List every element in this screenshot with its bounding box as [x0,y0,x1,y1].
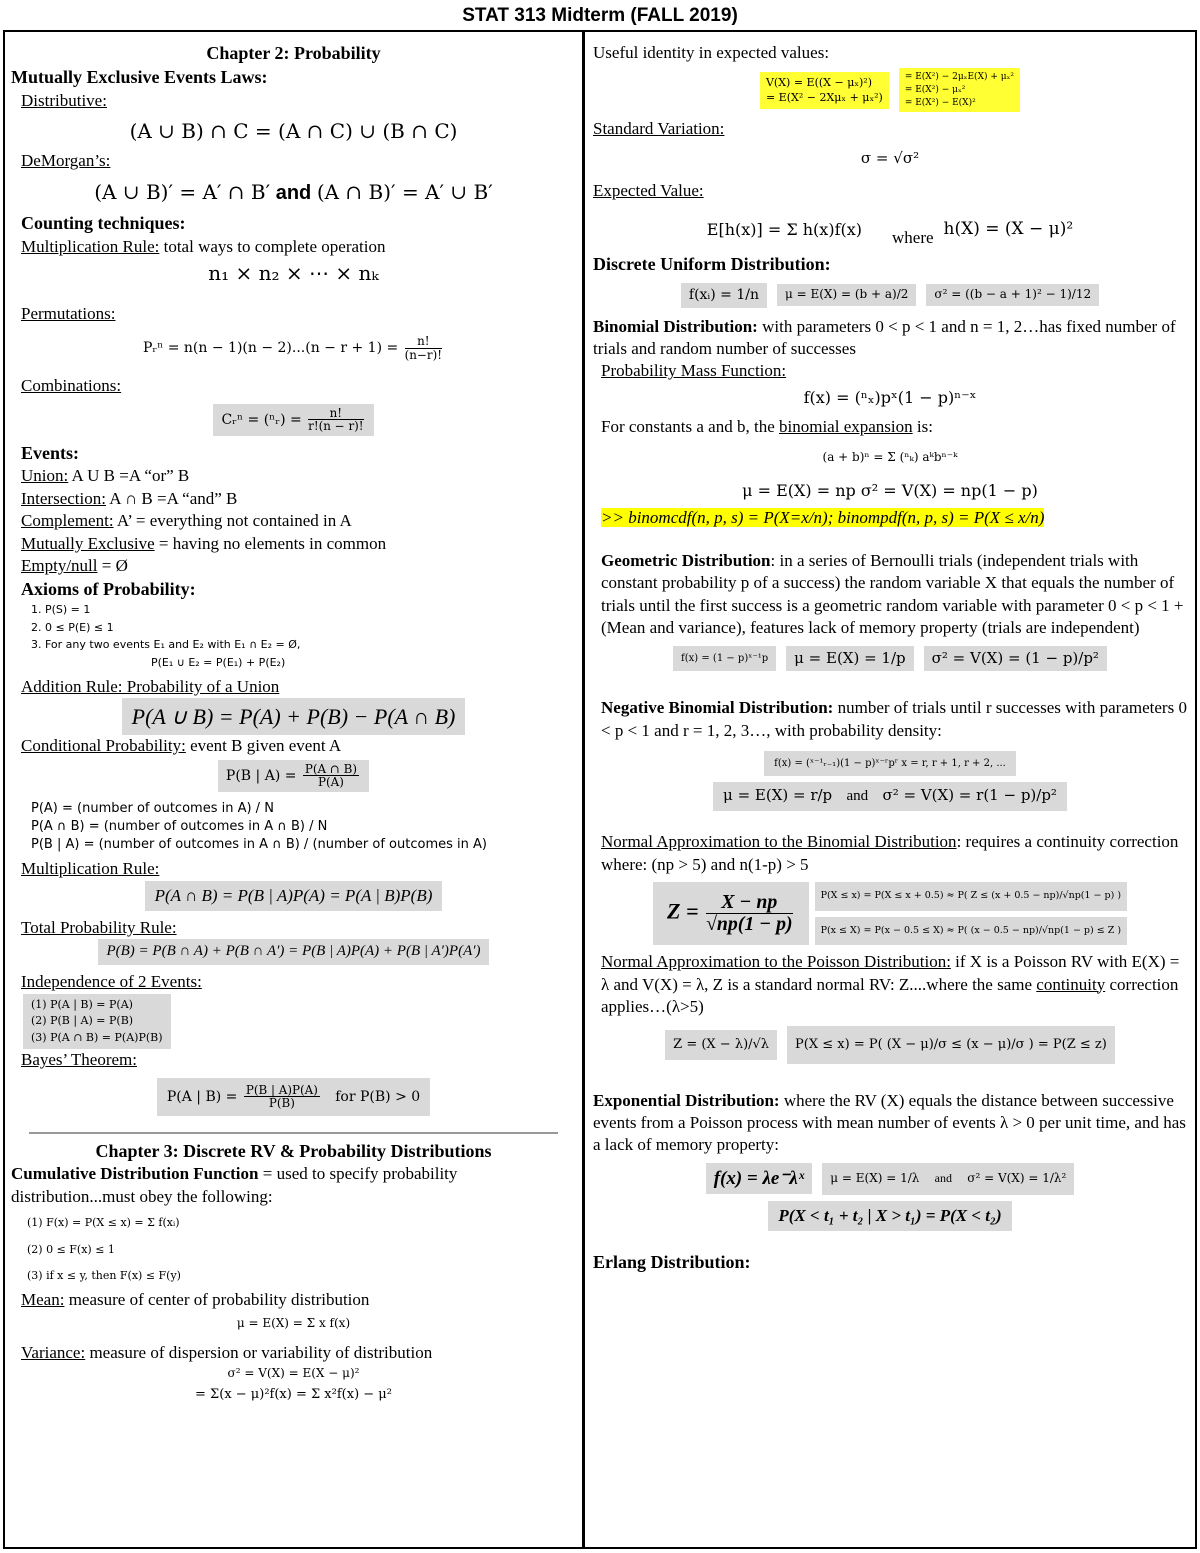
normal-binom-formulas [593,882,1187,945]
axiom-3b: P(E₁ ∪ E₂ = P(E₁) + P(E₂) [151,656,286,670]
negbin-label: Negative Binomial Distribution: [601,698,834,718]
demorgan-eq1: (A ∪ B)′ = A′ ∩ B′ [94,179,271,204]
z-eq: Z = [667,898,699,924]
expected-where: where [892,227,934,247]
du-var-box: σ² = ((b − a + 1)² − 1)/12 [926,284,1099,306]
erlang-heading: Erlang Distribution: [593,1252,751,1273]
union-label: Union: [21,466,69,486]
comb-den: r!(n − r)! [308,419,364,434]
exp-var: σ² = V(X) = 1/λ² [967,1170,1067,1185]
normal-poisson-label: Normal Approximation to the Poisson Distribution: [601,952,951,972]
union-line [11,465,576,487]
normal-poisson-text1: if X is a Poisson RV with E(X) = λ and V(X) = λ, Z is a standard normal RV: Z....where the same [601,952,1180,994]
zp-box: Z = (X − λ)/√λ [665,1030,777,1059]
conditional-line [11,735,576,757]
cdf-1: (1) F(x) = P(X ≤ x) = Σ f(xᵢ) [27,1216,180,1230]
z-num: X − np [706,892,793,914]
mean-line [11,1289,576,1311]
chapter-divider [29,1132,558,1134]
cdf-text: = used to specify probability distribution...must obey the following: [11,1164,458,1206]
geo-mu-box: μ = E(X) = 1/p [786,646,914,672]
bayes-label: Bayes’ Theorem: [21,1050,137,1070]
variance-label: Variance: [21,1342,86,1362]
poisson-boxes [593,1026,1187,1063]
exp-memory-box: P(X < t₁ + t₂ | X > t₁) = P(X < t₂) [768,1201,1011,1231]
normal-poisson-paragraph [593,951,1187,1018]
ind-2: (2) P(B | A) = P(B) [31,1014,134,1028]
independence-wrap [11,994,576,1050]
bayes-cond: for P(B) > 0 [335,1088,421,1105]
axiom-2: 2. 0 ≤ P(E) ≤ 1 [31,620,114,634]
mult-rule2-label: Multiplication Rule: [21,859,160,879]
combinations-box [213,404,373,436]
id-left-1: V(X) = E((X − μₓ)²) [765,75,872,89]
du-mu-box: μ = E(X) = (b + a)/2 [777,284,916,306]
negbin-text: number of trials until r successes with parameters 0 < p < 1 and r = 1, 2, 3…, with probability density: [601,698,1187,740]
id-right-1: = E(X²) − 2μₓE(X) + μₓ² [904,72,1015,83]
mean-text: measure of center of probability distribution [64,1290,370,1310]
z-den: √np(1 − p) [705,913,793,936]
mult-equation-wrap [11,881,576,911]
binom-exp-text2: is: [912,416,933,436]
pmf-equation: f(x) = (ⁿₓ)pˣ(1 − p)ⁿ⁻ˣ [803,387,977,407]
pmf-label: Probability Mass Function: [601,361,787,381]
conditional-text: event B given event A [185,736,342,756]
intersection-line [11,488,576,510]
variance-equation-1: σ² = V(X) = E(X − μ)² [227,1366,360,1381]
distributive-label: Distributive: [21,90,107,110]
cond-num: P(A ∩ B) [304,761,358,776]
binom-exp-text1: For constants a and b, the [601,416,779,436]
mutually-exclusive-line [11,533,576,555]
pa-line-1: P(A) = (number of outcomes in A) / N [31,800,274,816]
bayes-den: P(B) [268,1096,295,1111]
exp-boxes [593,1163,1187,1195]
binom-exp-line [593,416,1187,438]
comb-num: n! [308,407,363,421]
binom-exp-equation: (a + b)ⁿ = Σ (ⁿₖ) aᵏbⁿ⁻ᵏ [822,450,958,465]
ind-3: (3) P(A ∩ B) = P(A)P(B) [31,1030,163,1044]
mult-rule-text: total ways to complete operation [159,236,386,256]
pa-line-2: P(A ∩ B) = (number of outcomes in A ∩ B) / N [31,818,328,834]
addition-rule-label: Addition Rule: Probability of a Union [21,676,280,696]
geo-var-box: σ² = V(X) = (1 − p)/p² [924,646,1107,672]
chapter2-heading: Chapter 2: Probability [206,43,381,63]
events-heading: Events: [21,442,79,463]
cond-fraction [303,763,359,789]
id-right-3: = E(X²) − E(X)² [904,97,976,108]
exponential-text: where the RV (X) equals the distance between successive events from a Poisson process with mean number of events λ > 0 per unit time, and has a lack of memory property: [593,1090,1186,1155]
variance-equation-2: = Σ(x − μ)²f(x) = Σ x²f(x) − μ² [195,1386,392,1402]
nb-mu: μ = E(X) = r/p [723,786,833,805]
binom-calc-wrap [593,507,1187,529]
empty-line [11,555,576,577]
complement-label: Complement: [21,511,114,531]
useful-identity-label: Useful identity in expected values: [593,43,830,62]
demorgan-and: and [270,181,317,204]
combinations-label: Combinations: [21,376,122,396]
nb-f-box: f(x) = (ˣ⁻¹ᵣ₋₁)(1 − p)ˣ⁻ʳpʳ x = r, r + 1, r + 2, ... [764,751,1016,776]
perm-fraction [405,335,442,361]
demorgan-eq2: (A ∩ B)′ = A′ ∪ B′ [316,179,493,204]
nb-var: σ² = V(X) = r(1 − p)/p² [882,786,1057,805]
bayes-equation-wrap [11,1078,576,1116]
cheat-sheet [3,30,1197,1549]
bayes-num: P(B | A)P(A) [245,1082,318,1097]
permutations-equation [11,335,576,361]
cond-den: P(A) [318,775,344,790]
independence-label: Independence of 2 Events: [21,972,202,992]
chapter3-heading: Chapter 3: Discrete RV & Probability Distributions [95,1140,492,1161]
demorgan-equation [11,179,576,206]
mutually-exclusive-text: = having no elements in common [154,533,387,553]
normal-poisson-text2: correction applies…(λ>5) [601,974,1179,1016]
exp-and: and [934,1170,952,1185]
binom-exp-link: binomial expansion [779,416,913,436]
exp-mu-var-box [822,1163,1074,1195]
cdf-paragraph [11,1163,576,1208]
expected-equation: E[h(x)] = Σ h(x)f(x) [706,219,862,239]
geometric-text: : in a series of Bernoulli trials (independent trials with constant probability p of a success) the random variable X that equals the number of trials until the first success is a geometric random variable with parameter 0 < p < 1 + (Mean and variance), features lack of memory property (trials are independent) [601,550,1184,638]
expected-row [593,209,1187,249]
id-left-2: = E(X² − 2Xμₓ + μₓ²) [765,91,883,105]
normal-poisson-link: continuity [1036,974,1106,994]
ind-1: (1) P(A | B) = P(A) [31,997,133,1011]
geo-f-box: f(x) = (1 − p)ˣ⁻¹p [673,646,776,671]
axioms-list [11,601,576,671]
nb-mu-var-wrap [593,782,1187,811]
exp-mu: μ = E(X) = 1/λ [830,1170,920,1185]
mult-rule-label: Multiplication Rule: [21,236,160,256]
independence-box [23,994,171,1050]
left-column [5,32,585,1547]
mean-label: Mean: [21,1290,65,1310]
geometric-paragraph [593,550,1187,640]
bayes-fraction [244,1084,320,1110]
variance-line [11,1342,576,1364]
mutually-exclusive-label: Mutually Exclusive [21,533,155,553]
identity-left-box [760,72,889,109]
distributive-equation: (A ∪ B) ∩ C = (A ∩ C) ∪ (B ∩ C) [129,118,458,143]
conditional-label: Conditional Probability: [21,736,186,756]
identity-right-box [899,68,1020,112]
mean-equation: μ = E(X) = Σ x f(x) [236,1315,351,1330]
cdf-3: (3) if x ≤ y, then F(x) ≤ F(y) [27,1269,181,1283]
perm-eq: Pᵣⁿ = n(n − 1)(n − 2)...(n − r + 1) = [142,340,399,357]
intersection-label: Intersection: [21,488,106,508]
pa-definitions [11,800,576,855]
bayes-eq: P(A | B) = [166,1088,238,1105]
cdf-label: Cumulative Distribution Function [11,1164,259,1184]
intersection-text: A ∩ B =A “and” B [105,488,238,508]
combinations-equation [11,404,576,436]
cdf-list [11,1210,576,1289]
exponential-paragraph [593,1090,1187,1157]
axioms-heading: Axioms of Probability: [21,578,196,599]
cdf-2: (2) 0 ≤ F(x) ≤ 1 [27,1242,115,1256]
binom-mu-var: μ = E(X) = np σ² = V(X) = np(1 − p) [742,481,1038,501]
nb-cc-1: P(X ≤ x) = P(X ≤ x + 0.5) ≈ P( Z ≤ (x + 0.5 − np)/√np(1 − p) ) [815,882,1127,911]
binomial-paragraph [593,316,1187,361]
counting-heading: Counting techniques: [21,213,186,234]
axiom-1: 1. P(S) = 1 [31,603,91,617]
expected-h: h(X) = (X − μ)² [943,218,1074,239]
conditional-equation [218,760,369,792]
total-equation: P(B) = P(B ∩ A) + P(B ∩ A′) = P(B | A)P(A) + P(B | A′)P(A′) [98,939,488,965]
nb-mu-var-box [713,782,1067,811]
nb-cc-2: P(x ≤ X) = P(x − 0.5 ≤ X) ≈ P( (x − 0.5 − np)/√np(1 − p) ≤ Z ) [815,917,1127,946]
expected-label: Expected Value: [593,181,704,201]
nb-f-wrap [593,750,1187,776]
right-column [585,32,1195,1547]
comb-eq: Cᵣⁿ = (ⁿᵣ) = [221,411,302,428]
binomial-text: with parameters 0 < p < 1 and n = 1, 2…has fixed number of trials and random number of successes [593,316,1176,358]
zp-prob-box: P(X ≤ x) = P( (X − μ)/σ ≤ (x − μ)/σ ) = P(Z ≤ z) [787,1026,1115,1063]
empty-text: = Ø [97,556,128,576]
bayes-equation [157,1078,430,1116]
total-prob-label: Total Probability Rule: [21,918,177,938]
normal-binom-paragraph [593,831,1187,876]
du-f-box: f(xᵢ) = 1/n [681,283,767,307]
perm-den: (n−r)! [404,347,443,362]
addition-equation-wrap [11,698,576,735]
mult-rule-line [11,236,576,258]
demorgan-label: DeMorgan’s: [21,151,111,171]
axiom-3a: 3. For any two events E₁ and E₂ with E₁ ∩ E₂ = Ø, [31,638,301,652]
page-title: STAT 313 Midterm (FALL 2019) [462,5,738,26]
exp-memory-wrap [593,1201,1187,1231]
z-box [653,882,809,945]
exponential-label: Exponential Distribution: [593,1090,780,1110]
variance-text: measure of dispersion or variability of distribution [85,1342,433,1362]
empty-label: Empty/null [21,556,98,576]
std-equation: σ = √σ² [860,148,920,167]
perm-num: n! [405,335,442,349]
conditional-equation-wrap [11,760,576,792]
total-equation-wrap [11,939,576,965]
comb-fraction [308,407,363,433]
normal-binom-text: : requires a continuity correction where: (np > 5) and n(1-p) > 5 [601,832,1179,874]
me-laws-heading: Mutually Exclusive Events Laws: [11,66,268,87]
addition-equation: P(A ∪ B) = P(A) + P(B) − P(A ∩ B) [122,698,466,735]
du-boxes [593,283,1187,307]
mult-rule-equation: n₁ × n₂ × ⋯ × nₖ [208,261,379,286]
discrete-uniform-heading: Discrete Uniform Distribution: [593,254,831,275]
normal-binom-label: Normal Approximation to the Binomial Distribution [601,832,957,852]
identity-boxes [593,68,1187,112]
binom-calc: >> binomcdf(n, p, s) = P(X=x/n); binompdf(n, p, s) = P(X ≤ x/n) [601,508,1045,528]
exp-f-box: f(x) = λe⁻λˣ [706,1163,813,1194]
cond-eq: P(B | A) = [225,767,297,784]
id-right-2: = E(X²) − μₓ² [904,85,966,96]
union-text: A U B =A “or” B [68,466,190,486]
geometric-label: Geometric Distribution [601,550,771,570]
negbin-paragraph [593,697,1187,742]
complement-text: A’ = everything not contained in A [113,511,352,531]
binomial-label: Binomial Distribution: [593,316,758,336]
z-fraction [706,892,793,935]
nb-and: and [846,788,869,805]
permutations-label: Permutations: [21,303,116,323]
complement-line [11,510,576,532]
pa-line-3: P(B | A) = (number of outcomes in A ∩ B) / (number of outcomes in A) [31,836,487,852]
std-var-label: Standard Variation: [593,119,725,139]
mult-equation: P(A ∩ B) = P(B | A)P(A) = P(A | B)P(B) [145,881,443,911]
geo-boxes [593,646,1187,672]
nb-cc-boxes [815,882,1127,945]
